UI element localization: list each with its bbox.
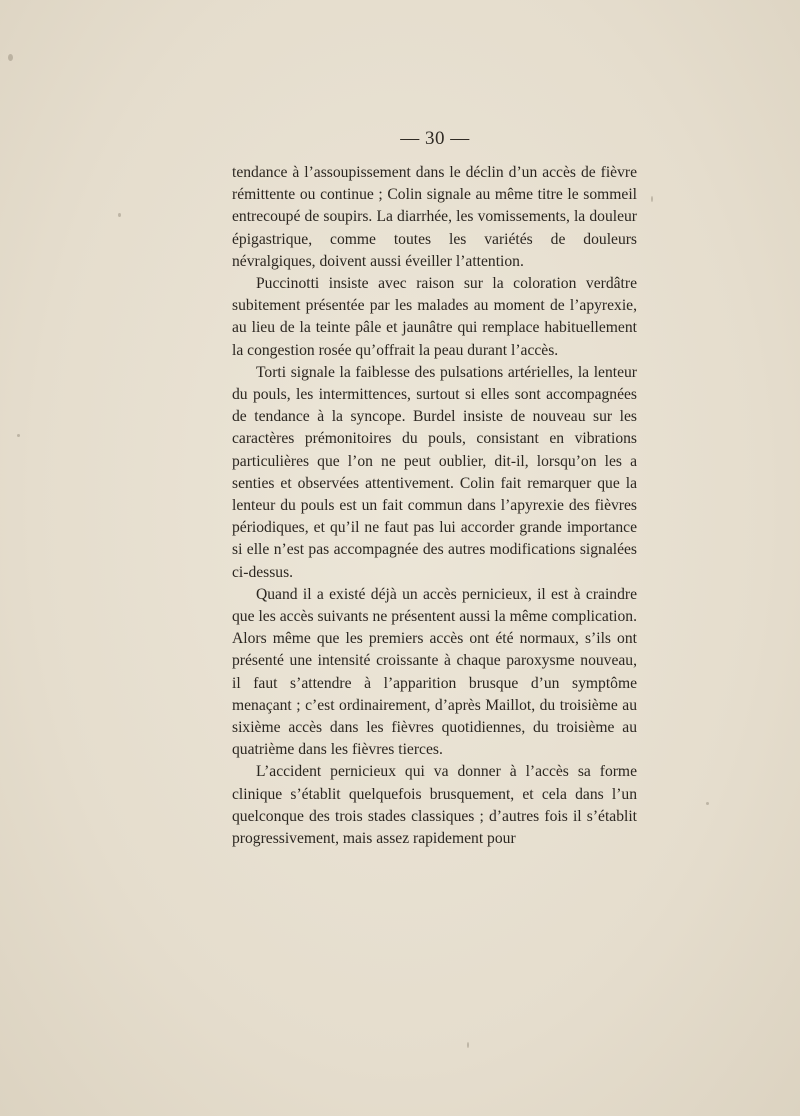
- paper-speck: [467, 1042, 469, 1048]
- body-text: [232, 162, 637, 850]
- paper-speck: [651, 196, 653, 202]
- paper-speck: [118, 213, 121, 217]
- paragraph: Torti signale la faiblesse des pulsations artérielles, la lenteur du pouls, les intermittences, surtout si elles sont accompagnées de tendance à la syncope. Burdel insiste de nouveau sur les caractères prémonitoires du pouls, consistant en vibrations particulières que l’on ne peut oublier, dit-il, lorsqu’on les a senties et observées attentivement. Colin fait remarquer que la lenteur du pouls est un fait commun dans l’apyrexie des fièvres périodiques, et qu’il ne faut pas lui accorder grande importance si elle n’est pas accompagnée des autres modifications signalées ci-dessus.: [232, 363, 637, 581]
- paper-speck: [706, 802, 709, 805]
- paragraph: L’accident pernicieux qui va donner à l’accès sa forme clinique s’établit quelquefois brusquement, et cela dans l’un quelconque des trois stades classiques ; d’autres fois il s’établit progressivement, mais assez rapidement pour: [232, 763, 637, 848]
- paragraph: Puccinotti insiste avec raison sur la coloration verdâtre subitement présentée par les malades au moment de l’apyrexie, au lieu de la teinte pâle et jaunâtre qui remplace habituellement la congestion rosée qu’offrait la peau durant l’accès.: [232, 275, 637, 359]
- paper-speck: [8, 54, 13, 61]
- paragraph: tendance à l’assoupissement dans le déclin d’un accès de fièvre rémittente ou continue ; Colin signale au même titre le sommeil entrecoupé de soupirs. La diarrhée, les vomissements, la douleur épigastrique, comme toutes les variétés de douleurs névralgiques, doivent aussi éveiller l’attention.: [232, 164, 637, 270]
- paper-speck: [17, 434, 20, 437]
- paragraph: Quand il a existé déjà un accès pernicieux, il est à craindre que les accès suivants ne présentent aussi la même complication. Alors même que les premiers accès ont été normaux, s’ils ont présenté une intensité croissante à chaque paroxysme nouveau, il faut s’attendre à l’apparition brusque d’un symptôme menaçant ; c’est ordinairement, d’après Maillot, du troisième au sixième accès dans les fièvres quotidiennes, du troisième au quatrième dans les fièvres tierces.: [232, 585, 637, 759]
- page-number: — 30 —: [400, 128, 470, 149]
